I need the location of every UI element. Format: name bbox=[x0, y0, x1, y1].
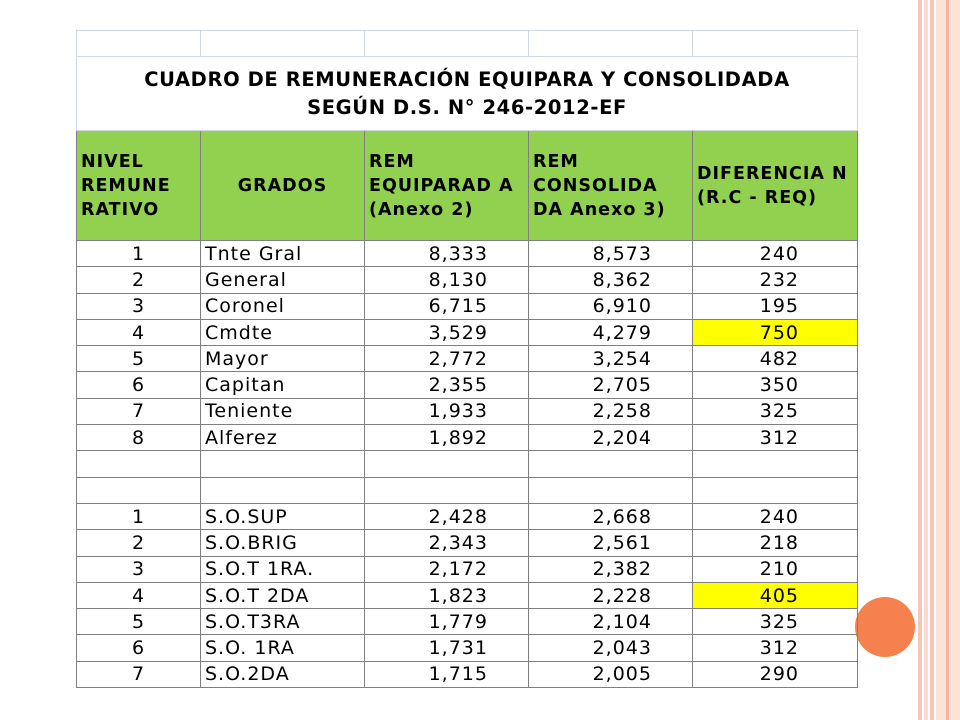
table-row bbox=[77, 425, 858, 451]
cell-rem-consolidada: 8,362 bbox=[529, 267, 693, 293]
cell-grado: General bbox=[201, 267, 365, 293]
cell-diferencia: 240 bbox=[693, 241, 858, 267]
cell-diferencia: 195 bbox=[693, 293, 858, 319]
table-row bbox=[77, 582, 858, 608]
empty-cell bbox=[201, 477, 365, 503]
cell-grado: Tnte Gral bbox=[201, 241, 365, 267]
empty-cell bbox=[365, 477, 529, 503]
table-row bbox=[77, 609, 858, 635]
cell-grado: S.O.T 2DA bbox=[201, 582, 365, 608]
cell-rem-consolidada: 2,043 bbox=[529, 635, 693, 661]
cell-rem-consolidada: 6,910 bbox=[529, 293, 693, 319]
cell-rem-consolidada: 4,279 bbox=[529, 319, 693, 345]
cell-grado: Alferez bbox=[201, 425, 365, 451]
table-row bbox=[77, 372, 858, 398]
header-rem-equiparada: REM EQUIPARAD A (Anexo 2) bbox=[365, 131, 529, 241]
table-row bbox=[77, 398, 858, 424]
cell-diferencia: 482 bbox=[693, 346, 858, 372]
cell-diferencia: 210 bbox=[693, 556, 858, 582]
cell-nivel: 5 bbox=[77, 609, 201, 635]
table-row bbox=[77, 319, 858, 345]
cell-nivel: 7 bbox=[77, 398, 201, 424]
cell-grado: Cmdte bbox=[201, 319, 365, 345]
header-grados: GRADOS bbox=[201, 131, 365, 241]
cell-diferencia: 232 bbox=[693, 267, 858, 293]
decor-stripe bbox=[946, 0, 949, 720]
cell-rem-consolidada: 2,382 bbox=[529, 556, 693, 582]
empty-row bbox=[77, 477, 858, 503]
cell-grado: S.O.T 1RA. bbox=[201, 556, 365, 582]
table-row bbox=[77, 556, 858, 582]
decor-stripe bbox=[918, 0, 922, 720]
cell-grado: S.O. 1RA bbox=[201, 635, 365, 661]
cell-rem-equiparada: 2,343 bbox=[365, 530, 529, 556]
cell-rem-consolidada: 2,204 bbox=[529, 425, 693, 451]
cell-grado: S.O.SUP bbox=[201, 503, 365, 529]
empty-cell bbox=[529, 31, 693, 57]
empty-cell bbox=[529, 451, 693, 477]
cell-rem-equiparada: 3,529 bbox=[365, 319, 529, 345]
cell-nivel: 5 bbox=[77, 346, 201, 372]
cell-rem-equiparada: 1,823 bbox=[365, 582, 529, 608]
header-rem-consolidada: REM CONSOLIDA DA Anexo 3) bbox=[529, 131, 693, 241]
cell-grado: Teniente bbox=[201, 398, 365, 424]
cell-rem-equiparada: 1,933 bbox=[365, 398, 529, 424]
table-row bbox=[77, 293, 858, 319]
header-row bbox=[77, 131, 858, 241]
grid-row bbox=[77, 31, 858, 57]
empty-cell bbox=[365, 451, 529, 477]
cell-diferencia: 750 bbox=[693, 319, 858, 345]
table-title bbox=[77, 57, 858, 131]
empty-cell bbox=[77, 31, 201, 57]
cell-rem-equiparada: 2,428 bbox=[365, 503, 529, 529]
cell-rem-consolidada: 2,668 bbox=[529, 503, 693, 529]
empty-cell bbox=[693, 31, 858, 57]
cell-diferencia: 325 bbox=[693, 398, 858, 424]
title-line-2: SEGÚN D.S. N° 246-2012-EF bbox=[307, 95, 627, 119]
cell-rem-consolidada: 3,254 bbox=[529, 346, 693, 372]
cell-rem-equiparada: 1,715 bbox=[365, 661, 529, 687]
table-row bbox=[77, 661, 858, 687]
table-row bbox=[77, 241, 858, 267]
empty-cell bbox=[201, 31, 365, 57]
cell-nivel: 4 bbox=[77, 582, 201, 608]
cell-rem-equiparada: 2,172 bbox=[365, 556, 529, 582]
cell-rem-equiparada: 2,355 bbox=[365, 372, 529, 398]
cell-rem-consolidada: 8,573 bbox=[529, 241, 693, 267]
table-row bbox=[77, 267, 858, 293]
cell-nivel: 6 bbox=[77, 635, 201, 661]
title-row bbox=[77, 57, 858, 131]
cell-rem-consolidada: 2,104 bbox=[529, 609, 693, 635]
cell-grado: Mayor bbox=[201, 346, 365, 372]
cell-nivel: 2 bbox=[77, 530, 201, 556]
cell-rem-equiparada: 8,130 bbox=[365, 267, 529, 293]
cell-rem-equiparada: 2,772 bbox=[365, 346, 529, 372]
empty-cell bbox=[693, 477, 858, 503]
decor-stripe bbox=[930, 0, 934, 720]
title-line-1: CUADRO DE REMUNERACIÓN EQUIPARA Y CONSOLIDADA bbox=[144, 67, 790, 91]
cell-rem-equiparada: 1,779 bbox=[365, 609, 529, 635]
table-row bbox=[77, 503, 858, 529]
cell-rem-consolidada: 2,258 bbox=[529, 398, 693, 424]
empty-cell bbox=[693, 451, 858, 477]
header-diferencia: DIFERENCIA N (R.C - REQ) bbox=[693, 131, 858, 241]
table-row bbox=[77, 530, 858, 556]
cell-diferencia: 240 bbox=[693, 503, 858, 529]
cell-rem-consolidada: 2,561 bbox=[529, 530, 693, 556]
cell-rem-equiparada: 1,731 bbox=[365, 635, 529, 661]
empty-cell bbox=[77, 451, 201, 477]
remuneration-table bbox=[76, 30, 858, 688]
cell-grado: S.O.T3RA bbox=[201, 609, 365, 635]
cell-diferencia: 312 bbox=[693, 635, 858, 661]
cell-rem-equiparada: 1,892 bbox=[365, 425, 529, 451]
header-nivel: NIVEL REMUNE RATIVO bbox=[77, 131, 201, 241]
cell-nivel: 4 bbox=[77, 319, 201, 345]
cell-nivel: 8 bbox=[77, 425, 201, 451]
cell-rem-consolidada: 2,005 bbox=[529, 661, 693, 687]
cell-nivel: 3 bbox=[77, 556, 201, 582]
cell-nivel: 7 bbox=[77, 661, 201, 687]
cell-diferencia: 218 bbox=[693, 530, 858, 556]
cell-diferencia: 312 bbox=[693, 425, 858, 451]
cell-rem-equiparada: 8,333 bbox=[365, 241, 529, 267]
cell-diferencia: 325 bbox=[693, 609, 858, 635]
cell-grado: S.O.2DA bbox=[201, 661, 365, 687]
cell-nivel: 3 bbox=[77, 293, 201, 319]
empty-row bbox=[77, 451, 858, 477]
empty-cell bbox=[77, 477, 201, 503]
table-row bbox=[77, 635, 858, 661]
table-row bbox=[77, 346, 858, 372]
cell-nivel: 1 bbox=[77, 503, 201, 529]
cell-nivel: 1 bbox=[77, 241, 201, 267]
decor-stripe bbox=[924, 0, 928, 720]
empty-cell bbox=[365, 31, 529, 57]
cell-grado: Coronel bbox=[201, 293, 365, 319]
cell-nivel: 2 bbox=[77, 267, 201, 293]
cell-rem-equiparada: 6,715 bbox=[365, 293, 529, 319]
cell-rem-consolidada: 2,705 bbox=[529, 372, 693, 398]
decor-circle bbox=[855, 597, 915, 657]
empty-cell bbox=[201, 451, 365, 477]
cell-diferencia: 405 bbox=[693, 582, 858, 608]
cell-grado: Capitan bbox=[201, 372, 365, 398]
cell-diferencia: 350 bbox=[693, 372, 858, 398]
cell-rem-consolidada: 2,228 bbox=[529, 582, 693, 608]
cell-diferencia: 290 bbox=[693, 661, 858, 687]
empty-cell bbox=[529, 477, 693, 503]
cell-nivel: 6 bbox=[77, 372, 201, 398]
cell-grado: S.O.BRIG bbox=[201, 530, 365, 556]
